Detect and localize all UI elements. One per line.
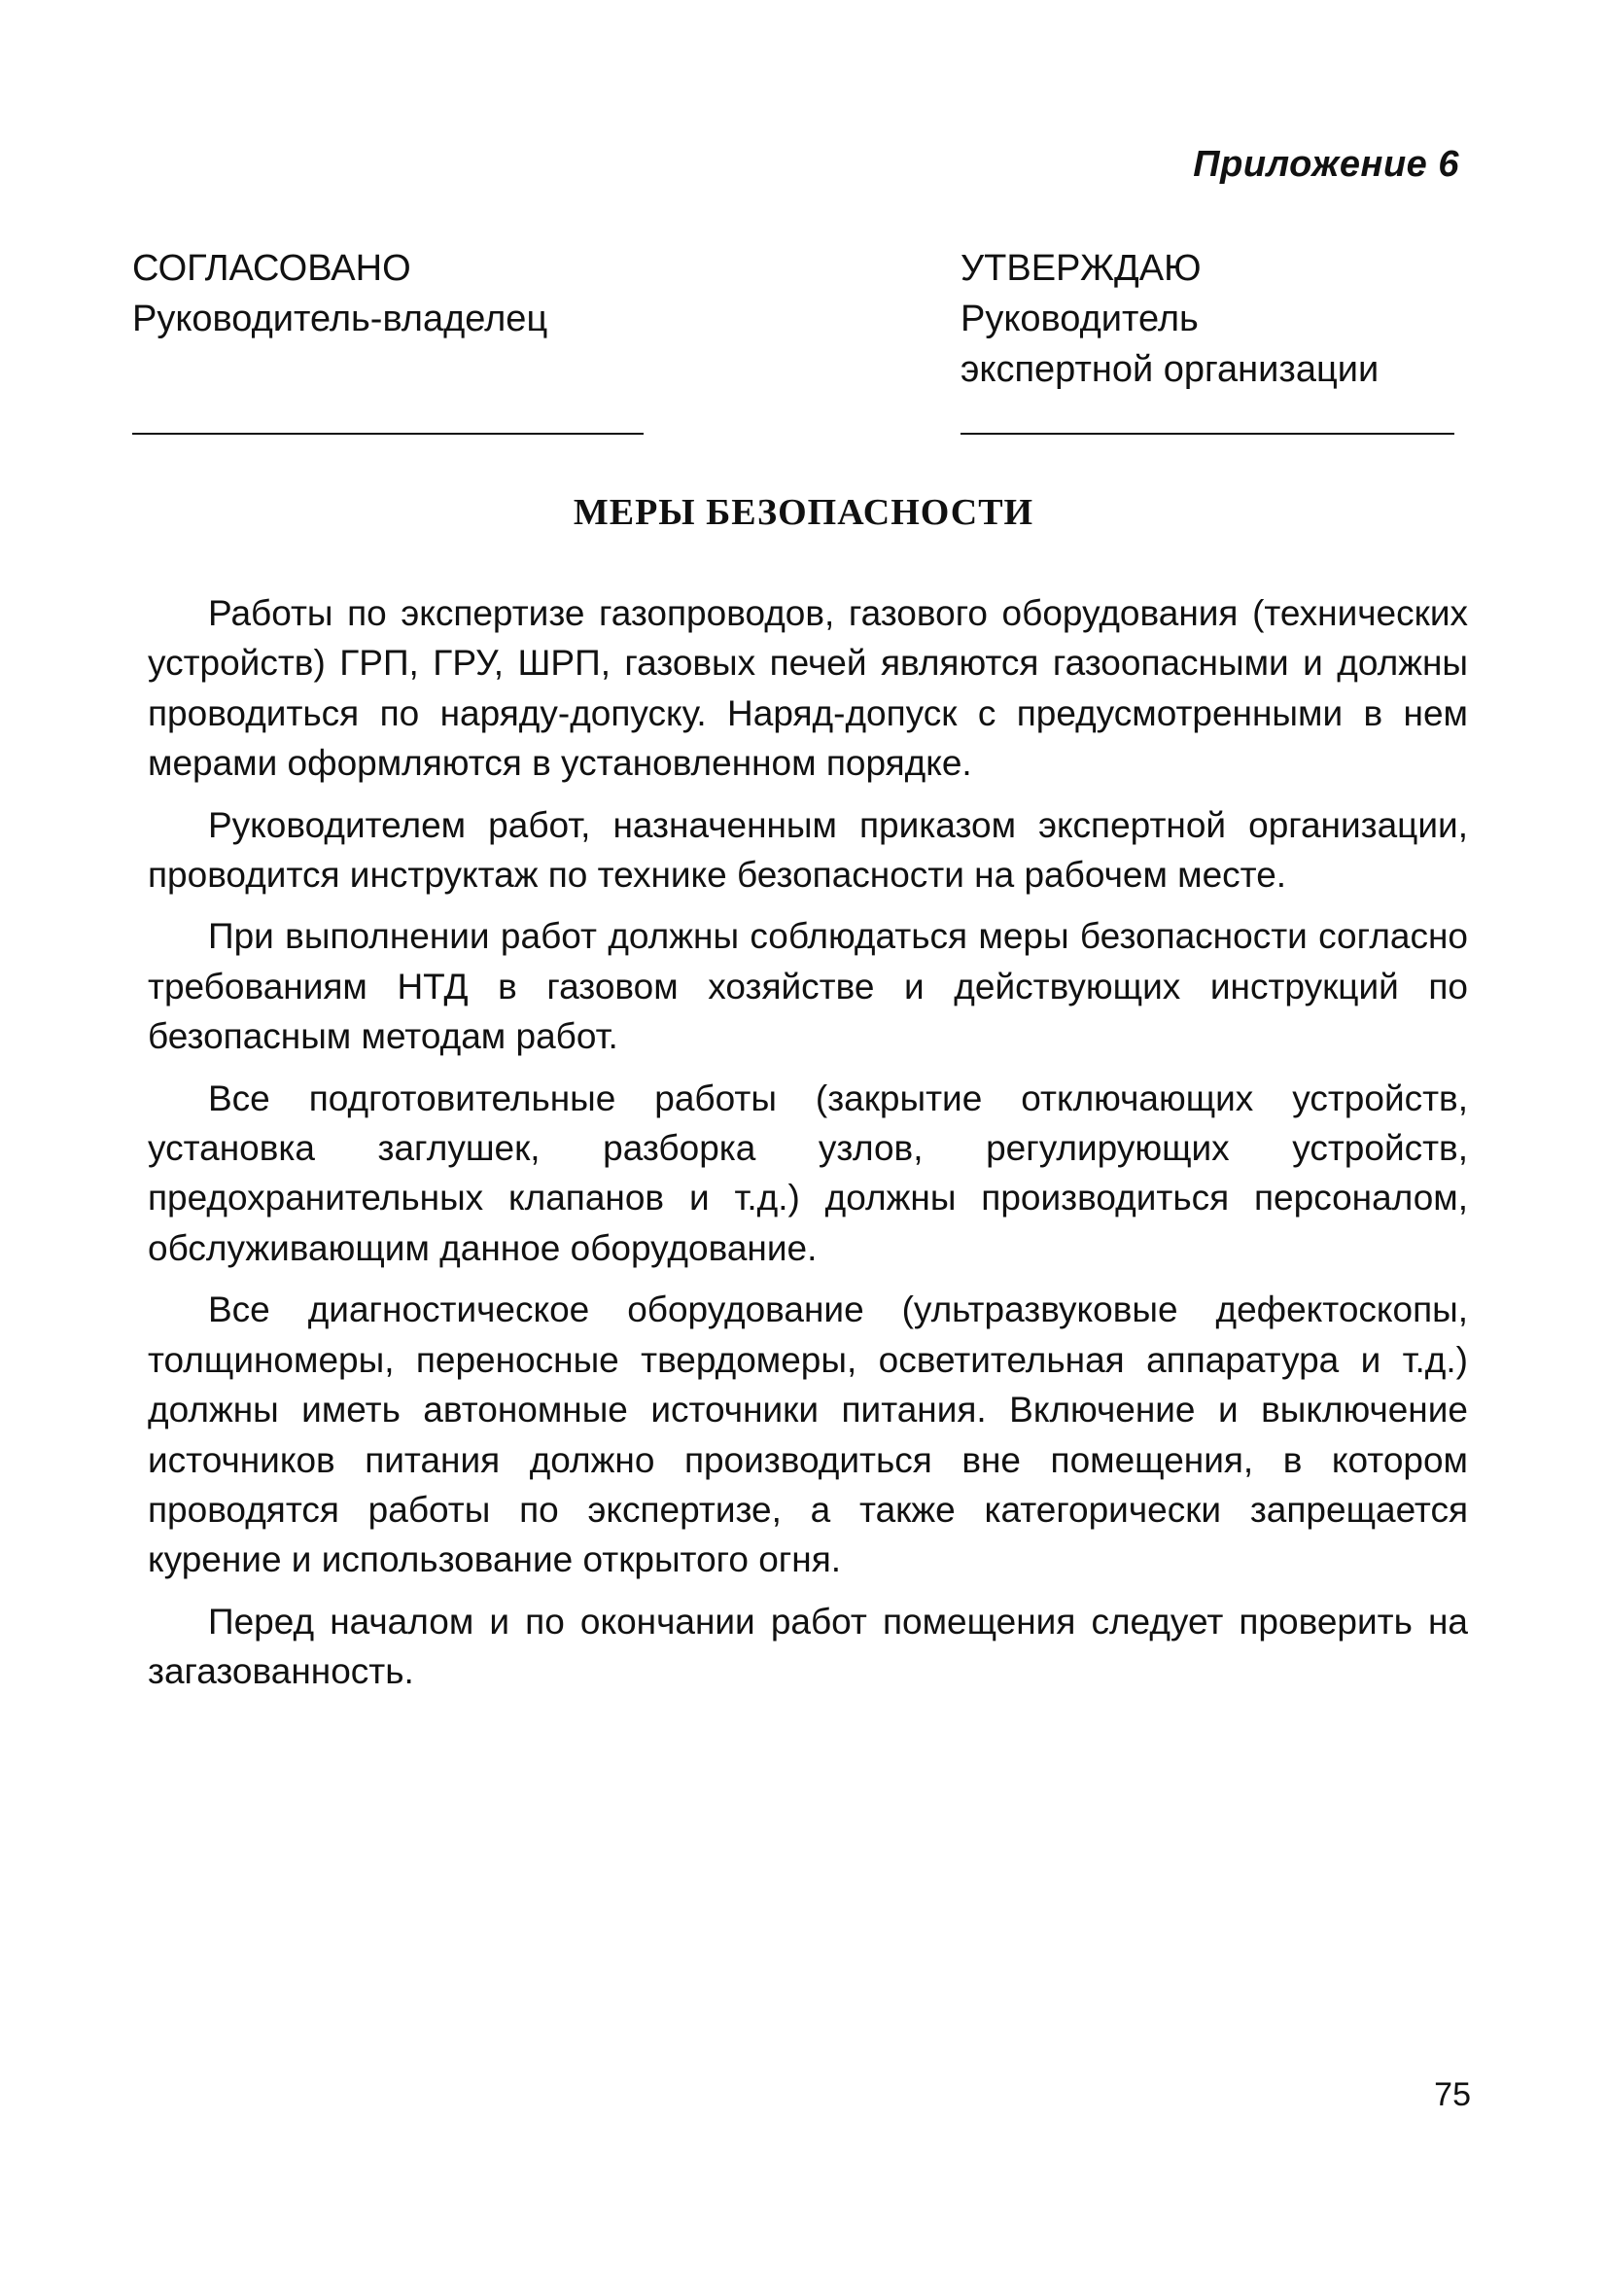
approval-position-head-line1: Руководитель — [961, 299, 1199, 339]
approval-block-approved — [961, 243, 1485, 395]
paragraph-4: Все подготовительные работы (закрытие отключающих устройств, установка заглушек, разборка узлов, регулирующих устройств, предохранительных клапанов и т.д.) должны производиться персоналом, обслуживающим данное оборудование. — [148, 1077, 1468, 1268]
paragraph-6: Перед началом и по окончании работ помещения следует проверить на загазованность. — [148, 1601, 1468, 1692]
approval-status-approved: УТВЕРЖДАЮ — [961, 248, 1202, 289]
approval-position-owner: Руководитель-владелец — [132, 299, 548, 339]
document-body — [148, 588, 1468, 1709]
page-number: 75 — [1434, 2076, 1471, 2113]
approval-block-agreed — [132, 243, 657, 344]
document-title: МЕРЫ БЕЗОПАСНОСТИ — [573, 492, 1034, 533]
approval-status-agreed: СОГЛАСОВАНО — [132, 248, 411, 289]
paragraph-3: При выполнении работ должны соблюдаться меры безопасности согласно требованиям НТД в газовом хозяйстве и действующих инструкций по безопасным методам работ. — [148, 916, 1468, 1057]
signature-line-owner — [132, 433, 644, 435]
paragraph-2: Руководителем работ, назначенным приказом экспертной организации, проводится инструктаж по технике безопасности на рабочем месте. — [148, 804, 1468, 896]
paragraph-1: Работы по экспертизе газопроводов, газового оборудования (технических устройств) ГРП, ГРУ, ШРП, газовых печей являются газоопасными и должны проводиться по наряду-допуску. Наряд-допуск с предусмотренными в нем мерами оформляются в установленном порядке. — [148, 593, 1468, 784]
signature-line-head — [961, 433, 1454, 435]
appendix-label: Приложение 6 — [1193, 144, 1459, 185]
approval-position-head-line2: экспертной организации — [961, 349, 1380, 390]
paragraph-5: Все диагностическое оборудование (ультразвуковые дефектоскопы, толщиномеры, переносные твердомеры, осветительная аппаратура и т.д.) должны иметь автономные источники питания. Включение и выключение источников питания должно производиться вне помещения, в котором проводятся работы по экспертизе, а также категорически запрещается курение и использование открытого огня. — [148, 1289, 1468, 1580]
